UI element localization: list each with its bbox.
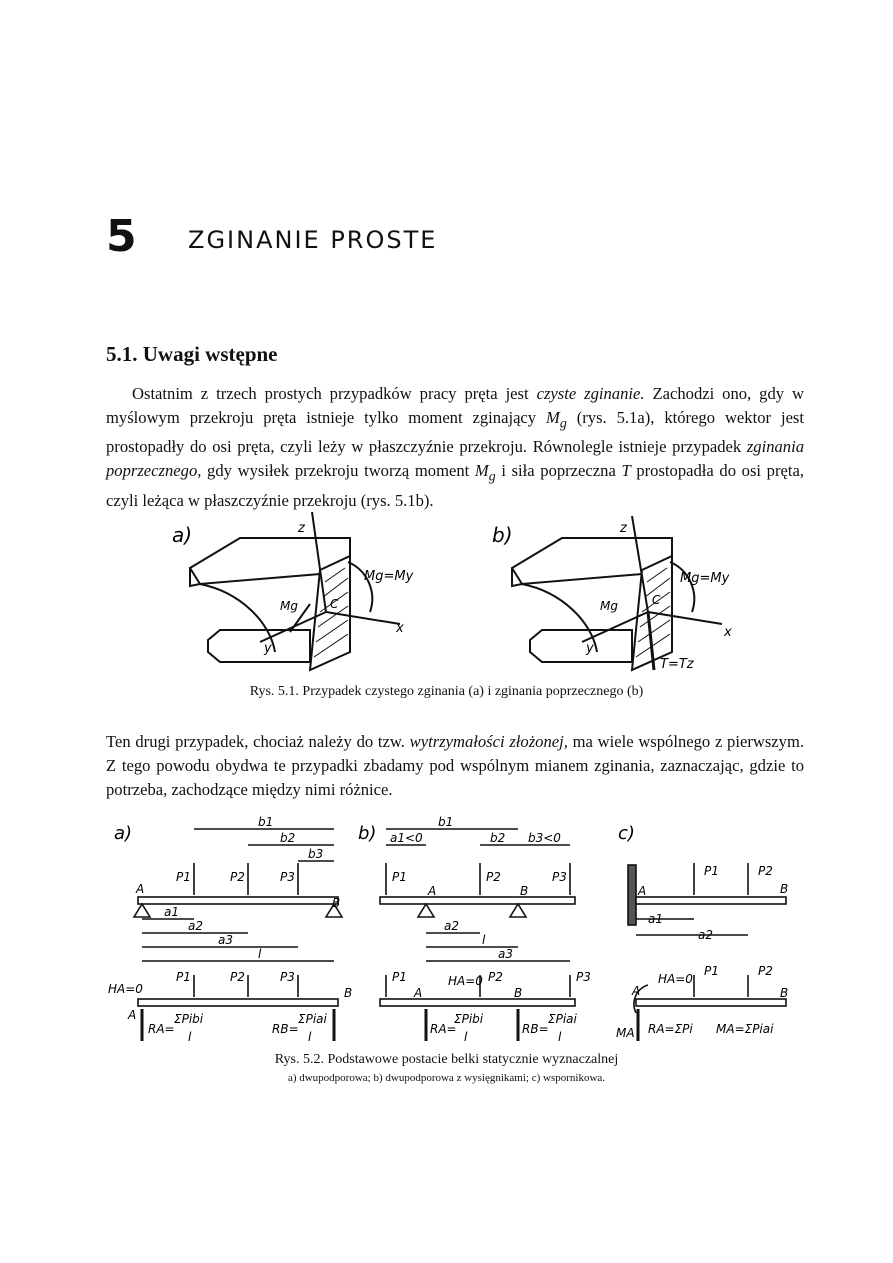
fig2b-p3: P3 — [552, 870, 567, 884]
figure-5-1b-drawing — [512, 516, 722, 670]
fig2b-fb-A: A — [414, 986, 423, 1000]
fig2c-ma-eq: MA=ΣPiai — [716, 1022, 774, 1036]
fig2b-rb-den: l — [558, 1030, 562, 1044]
fig2a-a2: a2 — [188, 919, 203, 933]
fig1b-axis-y: y — [586, 641, 594, 656]
fig2b-fb-p1: P1 — [392, 970, 407, 984]
fig2a-b1: b1 — [258, 815, 274, 829]
figure-5-2 — [108, 815, 798, 1050]
fig1b-mg: Mg — [600, 599, 618, 613]
fig2a-p2: P2 — [230, 870, 245, 884]
figure-5-1 — [160, 512, 760, 684]
fig2a-fb-p1: P1 — [176, 970, 191, 984]
fig2b-b3neg: b3<0 — [528, 831, 561, 845]
fig2a-A: A — [136, 882, 145, 896]
fig2a-p3: P3 — [280, 870, 295, 884]
fig1a-axis-z: z — [298, 521, 305, 536]
fig2b-p1: P1 — [392, 870, 407, 884]
fig2a-rb: RB= — [272, 1022, 299, 1036]
fig2-label-c: c) — [618, 823, 635, 844]
fig2c-fb-p2: P2 — [758, 964, 773, 978]
fig1b-point-c: C — [652, 593, 661, 607]
fig2a-l: l — [258, 947, 262, 961]
fig2c-p1: P1 — [704, 864, 719, 878]
fig2b-b1: b1 — [438, 815, 454, 829]
fig2b-p2: P2 — [486, 870, 501, 884]
fig2b-A: A — [428, 884, 437, 898]
fig2b-b2: b2 — [490, 831, 506, 845]
fig2b-a2: a2 — [444, 919, 459, 933]
fig2a-a1: a1 — [164, 905, 179, 919]
fig2-label-b: b) — [358, 823, 377, 844]
fig2a-fb-B: B — [344, 986, 353, 1000]
fig2b-fb-B: B — [514, 986, 523, 1000]
fig2a-b3: b3 — [308, 847, 324, 861]
figure-5-2-caption: Rys. 5.2. Podstawowe postacie belki statycznie wyznaczalnej — [274, 1052, 619, 1067]
fig1a-axis-y: y — [264, 641, 272, 656]
fig2b-ra-den: l — [464, 1030, 468, 1044]
fig2c-ra: RA=ΣPi — [648, 1022, 693, 1036]
fig2b-B: B — [520, 884, 529, 898]
fig1a-axis-x: x — [396, 621, 404, 636]
fig1b-axis-z: z — [620, 521, 627, 536]
figure-5-1-caption: Rys. 5.1. Przypadek czystego zginania (a) i zginania poprzecznego (b) — [249, 684, 644, 699]
fig2a-ra: RA= — [148, 1022, 175, 1036]
fig1a-point-c: C — [330, 597, 339, 611]
fig2a-rb-den: l — [308, 1030, 312, 1044]
fig1a-mg: Mg — [280, 599, 298, 613]
fig2a-p1: P1 — [176, 870, 191, 884]
fig2c-fb-B: B — [780, 986, 789, 1000]
fig2b-l: l — [482, 933, 486, 947]
figure-5-1a-drawing — [190, 512, 400, 670]
fig1a-mg-eq: Mg=My — [364, 569, 414, 584]
fig2a-rb-num: ΣPiai — [298, 1012, 327, 1026]
fig2b-fb-p3: P3 — [576, 970, 591, 984]
beam-b — [380, 897, 575, 904]
fig2b-ra: RA= — [430, 1022, 457, 1036]
fig1-label-b: b) — [492, 523, 513, 547]
fig2a-ra-den: l — [188, 1030, 192, 1044]
fig2a-ha0: HA=0 — [108, 982, 143, 996]
fig2b-a1neg: a1<0 — [390, 831, 423, 845]
fig2c-ma: MA — [616, 1026, 635, 1040]
chapter-number: 5 — [106, 211, 137, 262]
fig2a-fb-A: A — [128, 1008, 137, 1022]
fig2-label-a: a) — [114, 823, 133, 844]
fig2a-fb-p2: P2 — [230, 970, 245, 984]
fig2c-p2: P2 — [758, 864, 773, 878]
fig1b-mg-eq: Mg=My — [680, 571, 730, 586]
fig2b-a3: a3 — [498, 947, 513, 961]
fig2b-fb-ha0: HA=0 — [448, 974, 483, 988]
fig2c-fb-A: A — [632, 984, 641, 998]
fig2c-fb-ha0: HA=0 — [658, 972, 693, 986]
section-title: 5.1. Uwagi wstępne — [106, 342, 278, 366]
fig2c-a2: a2 — [698, 928, 713, 942]
fig2c-fb-p1: P1 — [704, 964, 719, 978]
fig2a-ra-num: ΣPibi — [174, 1012, 204, 1026]
fig2c-B: B — [780, 882, 789, 896]
beam-a — [138, 897, 338, 904]
fig1b-axis-x: x — [724, 625, 732, 640]
fig1b-t-eq: T=Tz — [660, 657, 694, 672]
fig2a-a3: a3 — [218, 933, 233, 947]
fig2a-B: B — [332, 896, 341, 910]
paragraph-second: Ten drugi przypadek, chociaż należy do tzw. wytrzymałości złożonej, ma wiele wspólnego z pierwszym. Z tego powodu obydwa te przypadki zbadamy pod wspólnym mianem zginania, zaznaczając, gdzie to potrzeba, zachodzące między nimi różnice. — [106, 732, 805, 799]
fig2b-rb-num: ΣPiai — [548, 1012, 577, 1026]
figure-5-2-subcaption: a) dwupodporowa; b) dwupodporowa z wysięgnikami; c) wspornikowa. — [287, 1072, 606, 1084]
fig2c-A: A — [638, 884, 647, 898]
fig2a-fb-p3: P3 — [280, 970, 295, 984]
chapter-title: ZGINANIE PROSTE — [188, 226, 438, 254]
fig1-label-a: a) — [172, 523, 193, 547]
fig2c-a1: a1 — [648, 912, 663, 926]
beam-c — [636, 897, 786, 904]
fig2b-rb: RB= — [522, 1022, 549, 1036]
fig2b-fb-p2: P2 — [488, 970, 503, 984]
fig2a-b2: b2 — [280, 831, 296, 845]
paragraph-intro: Ostatnim z trzech prostych przypadków pracy pręta jest czyste zginanie. Zachodzi ono, gdy w myślowym przekroju pręta istnieje tylko moment zginający $M_g$ (rys. 5.1a), którego wektor jest prostopadły do osi pręta, czyli leży w płaszczyźnie przekroju. Równolegle istnieje przypadek zginania poprzecznego, gdy wysiłek przekroju tworzą moment $M_g$ i siła poprzeczna T prostopadła do osi pręta, czyli leżąca w płaszczyźnie przekroju (rys. 5.1b). — [106, 384, 804, 510]
fig2b-ra-num: ΣPibi — [454, 1012, 484, 1026]
